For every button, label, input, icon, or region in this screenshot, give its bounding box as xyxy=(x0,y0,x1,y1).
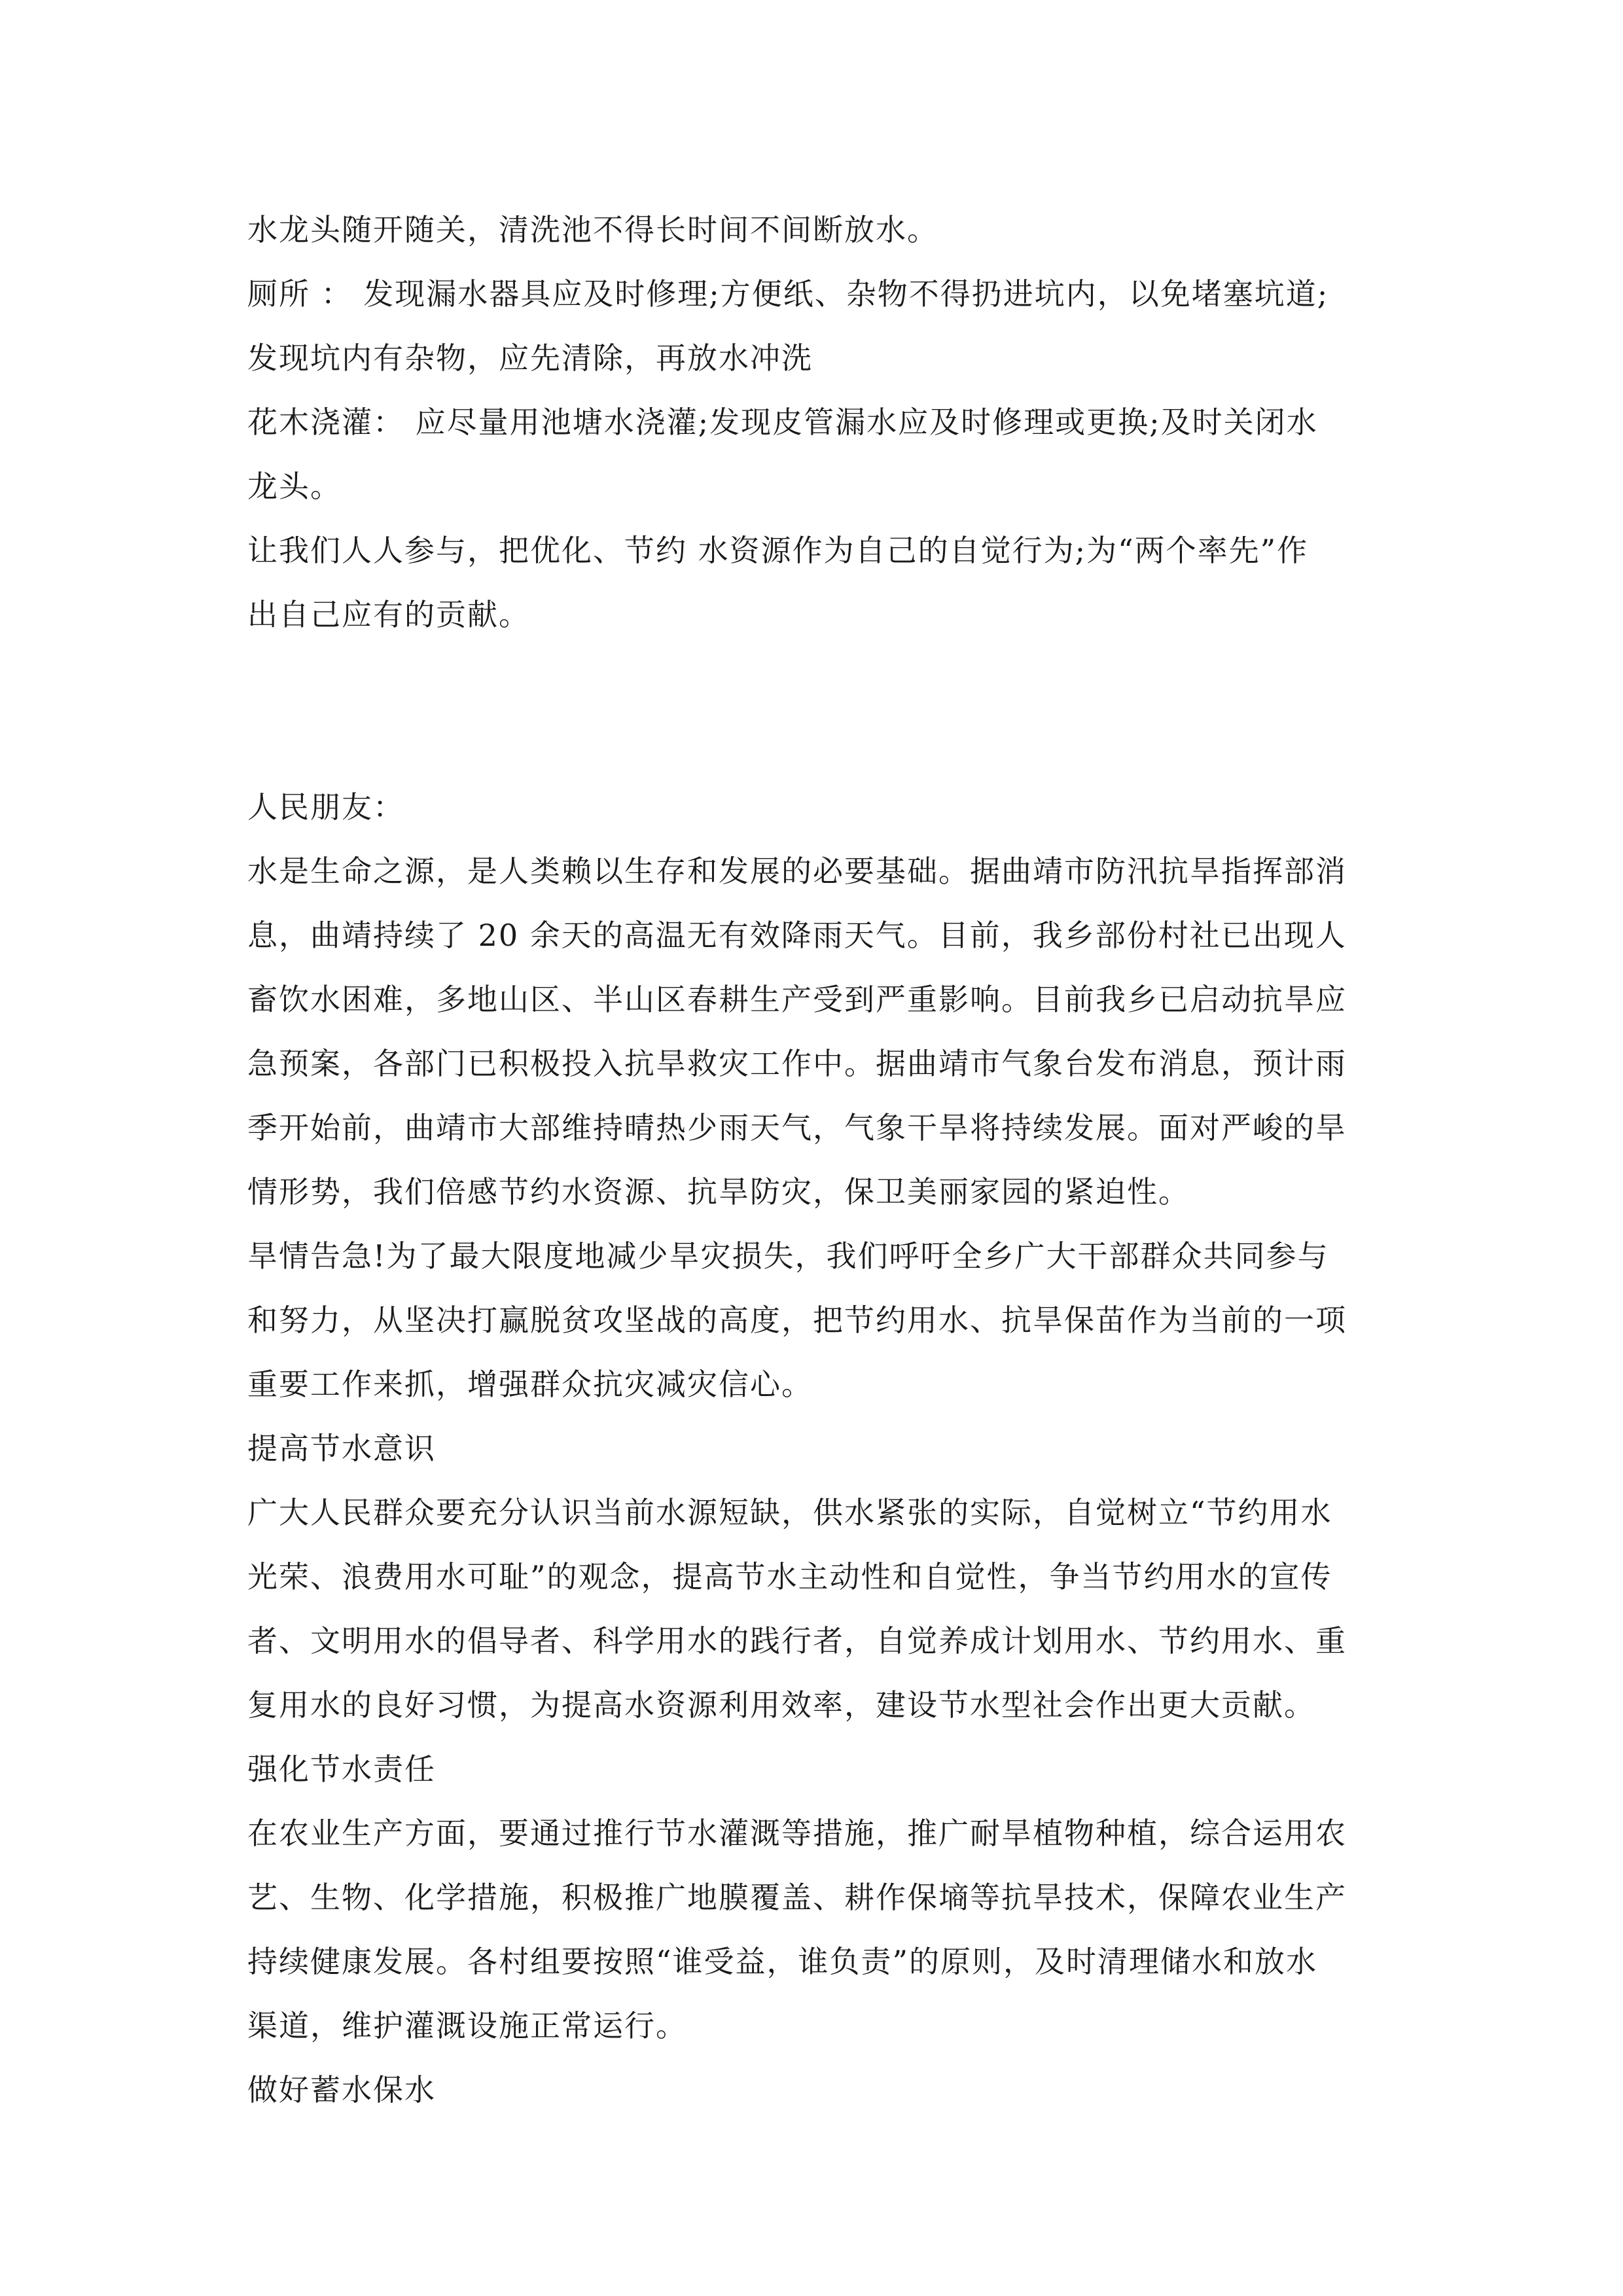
salutation: 人民朋友： xyxy=(247,789,404,825)
text-line: 光荣、浪费用水可耻”的观念，提高节水主动性和自觉性，争当节约用水的宣传 xyxy=(247,1559,1332,1594)
text-line: 畜饮水困难，多地山区、半山区春耕生产受到严重影响。目前我乡已启动抗旱应 xyxy=(247,982,1347,1017)
text-line: 渠道，维护灌溉设施正常运行。 xyxy=(247,2008,687,2043)
text-line: 龙头。 xyxy=(247,469,342,504)
section-gap xyxy=(247,647,1376,775)
text-line: 急预案，各部门已积极投入抗旱救灾工作中。据曲靖市气象台发布消息，预计雨 xyxy=(247,1046,1347,1081)
section-heading: 做好蓄水保水 xyxy=(247,2072,436,2108)
document-page xyxy=(247,198,1376,2122)
text-line: 复用水的良好习惯，为提高水资源利用效率，建设节水型社会作出更大贡献。 xyxy=(247,1687,1315,1723)
text-line: 旱情告急!为了最大限度地减少旱灾损失，我们呼吁全乡广大干部群众共同参与 xyxy=(247,1238,1329,1274)
text-line: 季开始前，曲靖市大部维持晴热少雨天气，气象干旱将持续发展。面对严峻的旱 xyxy=(247,1110,1347,1145)
text-line: 水是生命之源，是人类赖以生存和发展的必要基础。据曲靖市防汛抗旱指挥部消 xyxy=(247,853,1347,889)
text-line: 者、文明用水的倡导者、科学用水的践行者，自觉养成计划用水、节约用水、重 xyxy=(247,1623,1347,1659)
text-line: 花木浇灌： 应尽量用池塘水浇灌;发现皮管漏水应及时修理或更换;及时关闭水 xyxy=(247,404,1318,440)
text-line: 水龙头随开随关，清洗池不得长时间不间断放水。 xyxy=(247,212,938,247)
text-line: 出自己应有的贡献。 xyxy=(247,597,530,632)
text-line: 重要工作来抓，增强群众抗灾减灾信心。 xyxy=(247,1367,813,1402)
text-line: 息，曲靖持续了 20 余天的高温无有效降雨天气。目前，我乡部份村社已出现人 xyxy=(247,918,1347,953)
text-line: 广大人民群众要充分认识当前水源短缺，供水紧张的实际，自觉树立“节约用水 xyxy=(247,1495,1332,1530)
section-heading: 强化节水责任 xyxy=(247,1751,436,1787)
text-line: 在农业生产方面，要通过推行节水灌溉等措施，推广耐旱植物种植，综合运用农 xyxy=(247,1816,1347,1851)
text-line: 情形势，我们倍感节约水资源、抗旱防灾，保卫美丽家园的紧迫性。 xyxy=(247,1174,1190,1210)
text-line: 艺、生物、化学措施，积极推广地膜覆盖、耕作保墒等抗旱技术，保障农业生产 xyxy=(247,1880,1347,1915)
section-heading: 提高节水意识 xyxy=(247,1431,436,1466)
text-line: 和努力，从坚决打赢脱贫攻坚战的高度，把节约用水、抗旱保苗作为当前的一项 xyxy=(247,1302,1347,1338)
text-line: 发现坑内有杂物，应先清除，再放水冲洗 xyxy=(247,340,813,376)
text-line: 让我们人人参与，把优化、节约 水资源作为自己的自觉行为;为“两个率先”作 xyxy=(247,533,1309,568)
text-line: 厕所 ： 发现漏水器具应及时修理;方便纸、杂物不得扔进坑内，以免堵塞坑道; xyxy=(247,276,1329,312)
text-line: 持续健康发展。各村组要按照“谁受益，谁负责”的原则，及时清理储水和放水 xyxy=(247,1944,1318,1979)
